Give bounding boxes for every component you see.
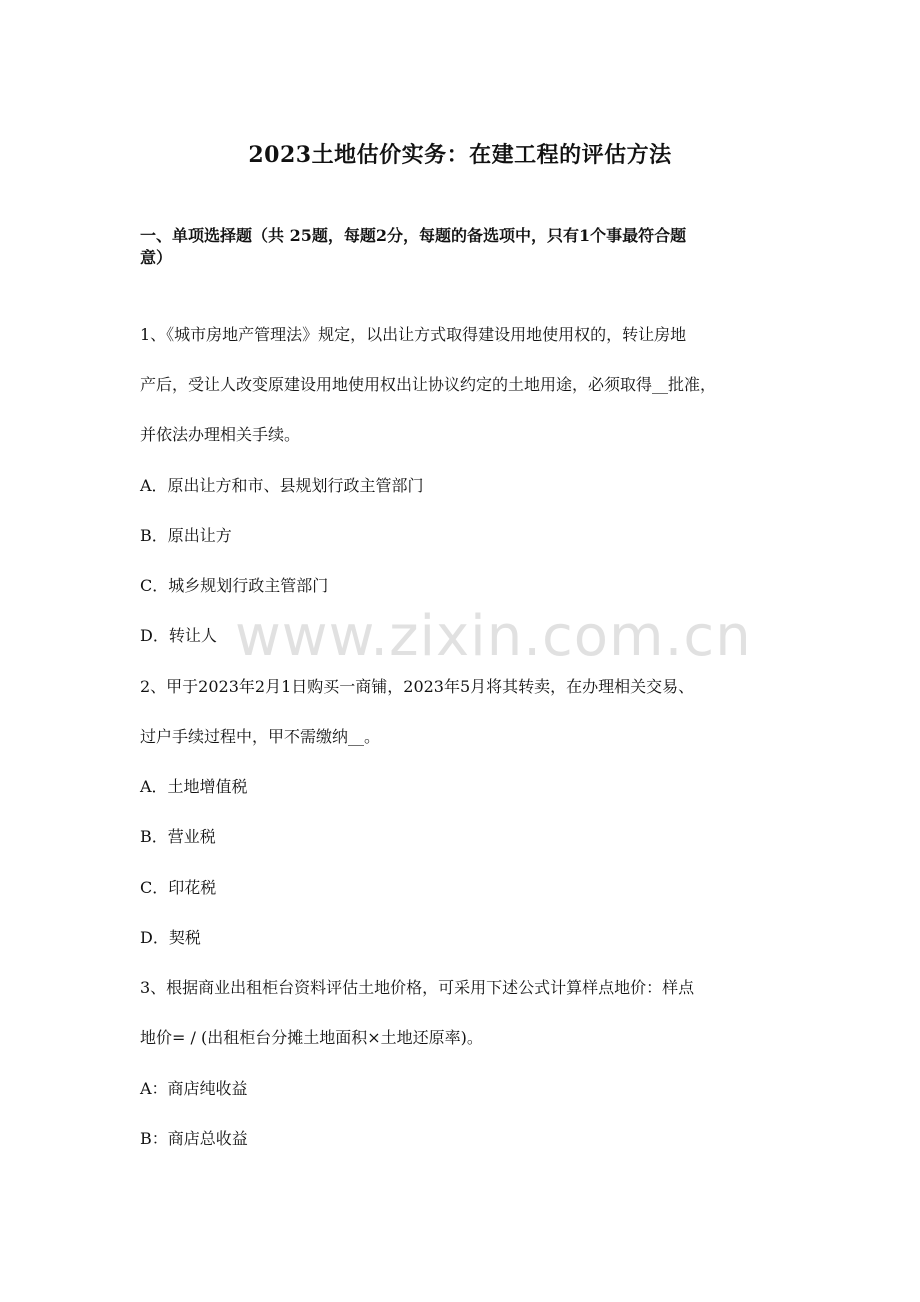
question-2-option-d: D．契税: [140, 928, 201, 947]
question-1-option-d: D．转让人: [140, 626, 217, 645]
question-3-stem-line-2: 地价= / (出租柜台分摊土地面积×土地还原率)。: [140, 1028, 483, 1047]
question-1-option-b: B．原出让方: [140, 526, 232, 545]
question-2-option-b: B．营业税: [140, 827, 216, 846]
question-1-stem-line-3: 并依法办理相关手续。: [140, 425, 301, 444]
question-1-option-c: C．城乡规划行政主管部门: [140, 576, 329, 595]
question-1-option-a: A．原出让方和市、县规划行政主管部门: [140, 476, 424, 495]
section-heading-continuation: 意）: [140, 248, 173, 267]
question-2-stem-line-1: 2、甲于2023年2月1日购买一商铺，2023年5月将其转卖，在办理相关交易、: [140, 677, 695, 696]
question-3-option-a: A：商店纯收益: [140, 1079, 248, 1098]
question-2-option-c: C．印花税: [140, 878, 217, 897]
question-2-option-a: A．土地增值税: [140, 777, 248, 796]
question-3-option-b: B：商店总收益: [140, 1129, 248, 1148]
watermark-text: www.zixin.com.cn: [235, 604, 752, 669]
page-title: 2023土地估价实务：在建工程的评估方法: [248, 142, 672, 168]
section-heading: 一、单项选择题（共 25题，每题2分，每题的备选项中，只有1个事最符合题: [140, 226, 687, 245]
question-1-stem-line-1: 1、《城市房地产管理法》规定，以出让方式取得建设用地使用权的，转让房地: [140, 325, 687, 344]
question-3-stem-line-1: 3、根据商业出租柜台资料评估土地价格，可采用下述公式计算样点地价：样点: [140, 978, 695, 997]
question-1-stem-line-2: 产后，受让人改变原建设用地使用权出让协议约定的土地用途，必须取得__批准，: [140, 375, 717, 394]
question-2-stem-line-2: 过户手续过程中，甲不需缴纳__。: [140, 727, 381, 746]
